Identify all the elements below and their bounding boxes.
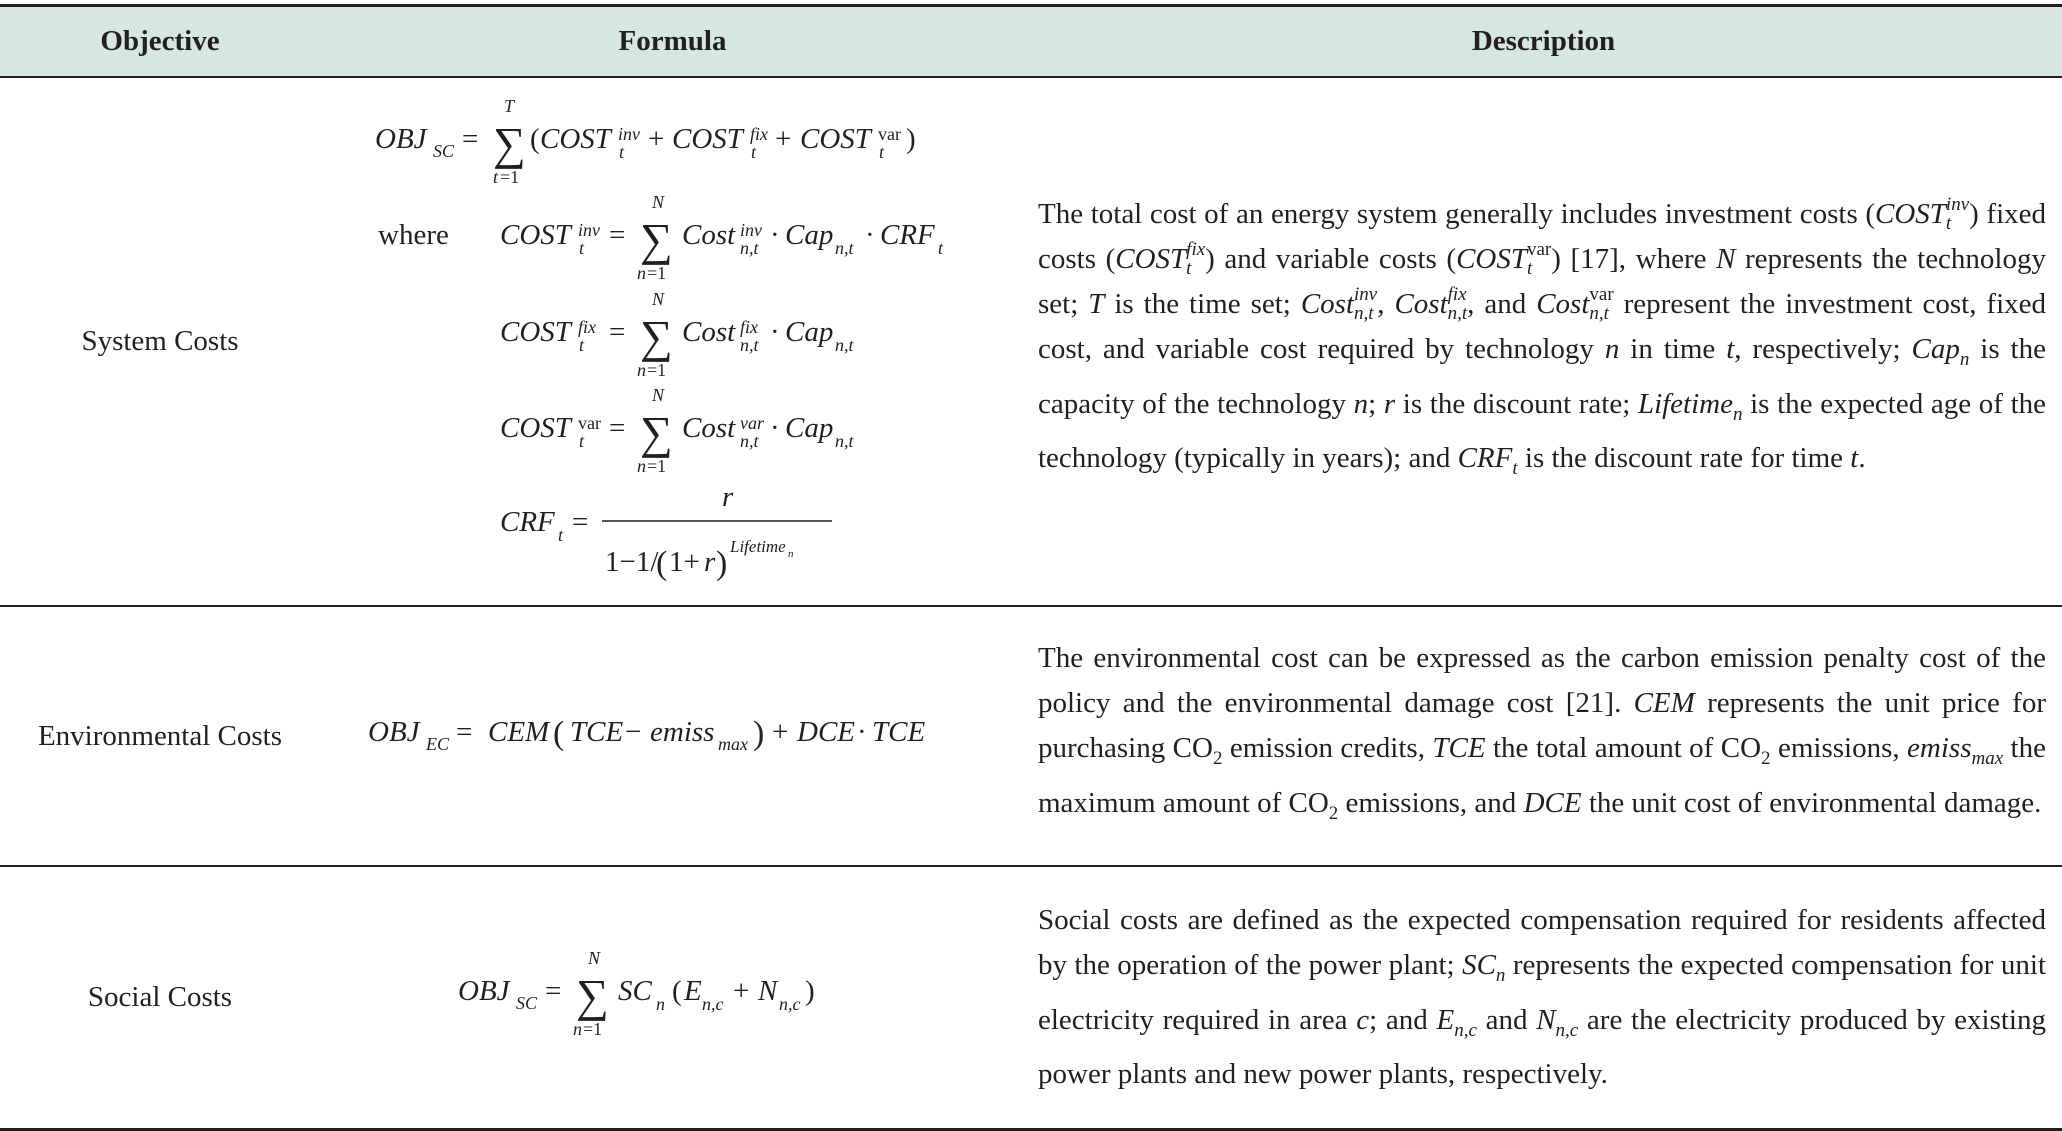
desc-text: emissions, (1770, 732, 1908, 765)
header-objective: Objective (0, 6, 320, 78)
svg-text:N: N (758, 975, 778, 1007)
svg-text:−: − (625, 716, 642, 748)
svg-text:OBJ: OBJ (375, 123, 427, 155)
svg-text:t: t (751, 142, 757, 162)
desc-text: ) fixed costs ( (1038, 197, 2046, 275)
svg-text:(: ( (553, 715, 565, 752)
svg-text:Cost: Cost (682, 412, 736, 444)
svg-text:n: n (637, 360, 646, 380)
svg-text:r: r (722, 481, 734, 513)
formula-line-cost-fix (500, 289, 855, 380)
desc-text: ) and variable costs ( (1205, 242, 1457, 275)
desc-text: represents the technology set; (1038, 242, 2046, 320)
desc-text: , and (1467, 287, 1537, 320)
desc-text: is the time set; (1104, 287, 1301, 320)
table-row-system-costs (0, 77, 2062, 606)
desc-text: the unit cost of environmental damage. (1581, 787, 2042, 819)
desc-text: ) [17], where (1551, 242, 1717, 275)
desc-text: in time (1619, 332, 1727, 365)
desc-text: are the electricity produced by existing power plants and new power plants, respectively. (1038, 1003, 2046, 1091)
svg-text:n: n (788, 548, 794, 560)
svg-text:SC: SC (433, 141, 455, 161)
header-formula: Formula (320, 6, 1025, 78)
svg-text:n: n (656, 994, 665, 1014)
svg-text:COST: COST (500, 412, 571, 444)
svg-text:t: t (579, 238, 585, 258)
svg-text:r: r (704, 546, 716, 578)
description-cell: The environmental cost can be expressed as the carbon emission penalty cost of the policy and the environmental damage cost [21]. CEM represents the unit price for purchasing $CO_2$ emission credits, TCE the total amount of $CO_2$ emissions, emiss$_{max}$ the maximum amount of $CO_2$ emissions, and DCE the unit cost of environmental damage. (1025, 606, 2062, 866)
desc-text: , respectively; (1734, 332, 1912, 365)
svg-text:N: N (652, 385, 665, 405)
svg-text:TCE: TCE (872, 716, 926, 748)
svg-text:CRF: CRF (500, 506, 555, 538)
objective-cell: Environmental Costs (0, 606, 320, 866)
desc-text: emissions, and (1338, 787, 1524, 819)
svg-text:t: t (879, 142, 885, 162)
svg-text:·: · (857, 716, 867, 748)
formula-line-objective (375, 96, 916, 187)
desc-text: is the capacity of the technology (1038, 332, 2046, 420)
svg-text:+: + (733, 975, 750, 1007)
svg-text:=: = (456, 716, 473, 748)
svg-text:n: n (637, 456, 646, 476)
svg-text:t: t (579, 431, 585, 451)
desc-text: represents the unit price for purchasing CO (1038, 687, 2047, 765)
svg-text:Cost: Cost (682, 316, 736, 348)
svg-text:COST: COST (500, 219, 571, 251)
desc-text: represents the expected compensation for unit electricity required in area (1038, 948, 2047, 1036)
formula-line-cost-inv (378, 192, 944, 283)
svg-text:TCE: TCE (570, 716, 624, 748)
svg-text:=: = (609, 412, 626, 444)
svg-text:·: · (770, 412, 780, 444)
svg-text:+: + (775, 123, 792, 155)
svg-text:t: t (619, 142, 625, 162)
svg-text:∑: ∑ (493, 118, 526, 169)
objective-cell: System Costs (0, 77, 320, 606)
objectives-table (0, 4, 2062, 1131)
header-row (0, 6, 2062, 78)
svg-text:=1: =1 (500, 167, 520, 187)
description-cell: The total cost of an energy system generally includes investment costs (COST inv t ) fixed costs (COST fix t ) and variable costs (COST var t ) [17], where N represents the technology set; T is the time set; Cost inv n,t , Cost fix n,t , and Cost var n,t represent the investment cost, fixed cost, and variable cost required by technology n in time t, respectively; Cap$_n$ is the capacity of the technology n; r is the discount rate; Lifetime$_n$ is the expected age of the technology (typically in years); and $CRF_t$ is the discount rate for time t. (1025, 77, 2062, 606)
desc-text: ; (1368, 387, 1384, 420)
svg-text:inv: inv (740, 220, 762, 240)
svg-text:COST: COST (800, 123, 871, 155)
svg-text:·: · (770, 219, 780, 251)
table-row-social-costs (0, 866, 2062, 1130)
formula-line-cost-var (500, 385, 855, 476)
svg-text:var: var (740, 413, 764, 433)
svg-text:1−1/: 1−1/ (605, 546, 659, 578)
desc-text: is the discount rate; (1395, 387, 1638, 420)
svg-text:=1: =1 (647, 263, 667, 283)
svg-text:OBJ: OBJ (368, 716, 420, 748)
header-description: Description (1025, 6, 2062, 78)
svg-text:(: ( (530, 123, 540, 155)
svg-text:emiss: emiss (650, 716, 715, 748)
svg-text:t: t (558, 525, 564, 545)
svg-text:t: t (938, 238, 944, 258)
objective-cell: Social Costs (0, 866, 320, 1130)
desc-text: the maximum amount of CO (1038, 732, 2046, 819)
svg-text:=: = (462, 123, 479, 155)
svg-text:fix: fix (740, 317, 758, 337)
svg-text:max: max (718, 734, 748, 754)
formula-cell (320, 77, 1025, 606)
svg-text:): ) (753, 715, 765, 752)
formula-line-crf (500, 481, 832, 582)
social-costs-formula (320, 867, 1025, 1120)
svg-text:·: · (770, 316, 780, 348)
svg-text:): ) (716, 545, 728, 582)
svg-text:1+: 1+ (669, 546, 700, 578)
svg-text:n,t: n,t (835, 431, 854, 451)
desc-text: . (1858, 442, 1866, 475)
svg-text:(: ( (672, 975, 682, 1007)
svg-text:t: t (579, 335, 585, 355)
svg-text:∑: ∑ (576, 970, 609, 1021)
svg-text:(: ( (656, 545, 668, 582)
svg-text:∑: ∑ (640, 407, 673, 458)
svg-text:SC: SC (516, 993, 538, 1013)
svg-text:n: n (637, 263, 646, 283)
formula-cell (320, 606, 1025, 866)
svg-text:fix: fix (578, 317, 596, 337)
svg-text:fix: fix (750, 124, 768, 144)
svg-text:n,t: n,t (740, 238, 759, 258)
system-costs-formula (320, 78, 1025, 597)
desc-text: , (1377, 287, 1395, 320)
svg-text:E: E (684, 975, 702, 1007)
svg-text:∑: ∑ (640, 311, 673, 362)
desc-text: and (1476, 1003, 1537, 1036)
svg-text:CRF: CRF (880, 219, 935, 251)
svg-text:var: var (578, 413, 601, 433)
desc-text: is the expected age of the technology (typically in years); and (1038, 387, 2047, 475)
svg-text:Cap: Cap (785, 412, 834, 444)
desc-text: is the discount rate for time (1517, 442, 1851, 475)
svg-text:N: N (652, 289, 665, 309)
svg-text:EC: EC (426, 734, 450, 754)
svg-text:n,c: n,c (702, 994, 724, 1014)
svg-text:COST: COST (500, 316, 571, 348)
svg-text:N: N (588, 948, 601, 968)
svg-text:+: + (772, 716, 789, 748)
svg-text:=1: =1 (647, 360, 667, 380)
svg-text:): ) (805, 975, 815, 1007)
svg-text:): ) (906, 123, 916, 155)
svg-text:n: n (573, 1019, 582, 1039)
svg-text:COST: COST (540, 123, 611, 155)
svg-text:Cost: Cost (682, 219, 736, 251)
desc-text: The total cost of an energy system generally includes investment costs ( (1038, 197, 1875, 230)
svg-text:n,c: n,c (779, 994, 801, 1014)
svg-text:inv: inv (578, 220, 600, 240)
svg-text:=: = (545, 975, 562, 1007)
svg-text:t: t (493, 167, 499, 187)
table-row-environmental-costs (0, 606, 2062, 866)
svg-text:var: var (878, 124, 901, 144)
svg-text:=1: =1 (583, 1019, 603, 1039)
svg-text:n,t: n,t (835, 238, 854, 258)
svg-text:=: = (609, 316, 626, 348)
desc-text: the total amount of CO (1485, 732, 1762, 765)
svg-text:Lifetime: Lifetime (730, 537, 786, 556)
svg-text:Cap: Cap (785, 316, 834, 348)
svg-text:∑: ∑ (640, 214, 673, 265)
desc-text: emission credits, (1222, 732, 1433, 765)
svg-text:n,t: n,t (835, 335, 854, 355)
formula-cell (320, 866, 1025, 1130)
desc-text: represent the investment cost, fixed cost, and variable cost required by technology (1038, 287, 2047, 365)
formula-where-label: where (378, 219, 449, 251)
svg-text:=: = (609, 219, 626, 251)
svg-text:=1: =1 (647, 456, 667, 476)
svg-text:n,t: n,t (740, 335, 759, 355)
svg-text:+: + (648, 123, 665, 155)
description-cell: Social costs are defined as the expected compensation required for residents affected by the operation of the power plant; $SC_n$ represents the expected compensation for unit electricity required in area c; and $E_{n,c}$ and $N_{n,c}$ are the electricity produced by existing power plants and new power plants, respectively. (1025, 866, 2062, 1130)
svg-text:·: · (865, 219, 875, 251)
svg-text:Cap: Cap (785, 219, 834, 251)
environmental-costs-formula (320, 607, 1025, 857)
svg-text:n,t: n,t (740, 431, 759, 451)
svg-text:COST: COST (672, 123, 743, 155)
svg-text:DCE: DCE (797, 716, 855, 748)
svg-text:N: N (652, 192, 665, 212)
svg-text:inv: inv (618, 124, 640, 144)
svg-text:SC: SC (618, 975, 652, 1007)
svg-text:OBJ: OBJ (458, 975, 510, 1007)
desc-text: ; and (1369, 1003, 1437, 1036)
svg-text:=: = (572, 506, 589, 538)
svg-text:T: T (504, 96, 515, 116)
desc-text: The environmental cost can be expressed as the carbon emission penalty cost of the policy and the environmental damage cost [21]. (1038, 642, 2046, 720)
desc-text: Social costs are defined as the expected compensation required for residents affected by the operation of the power plant; (1038, 903, 2046, 981)
svg-text:CEM: CEM (488, 716, 550, 748)
